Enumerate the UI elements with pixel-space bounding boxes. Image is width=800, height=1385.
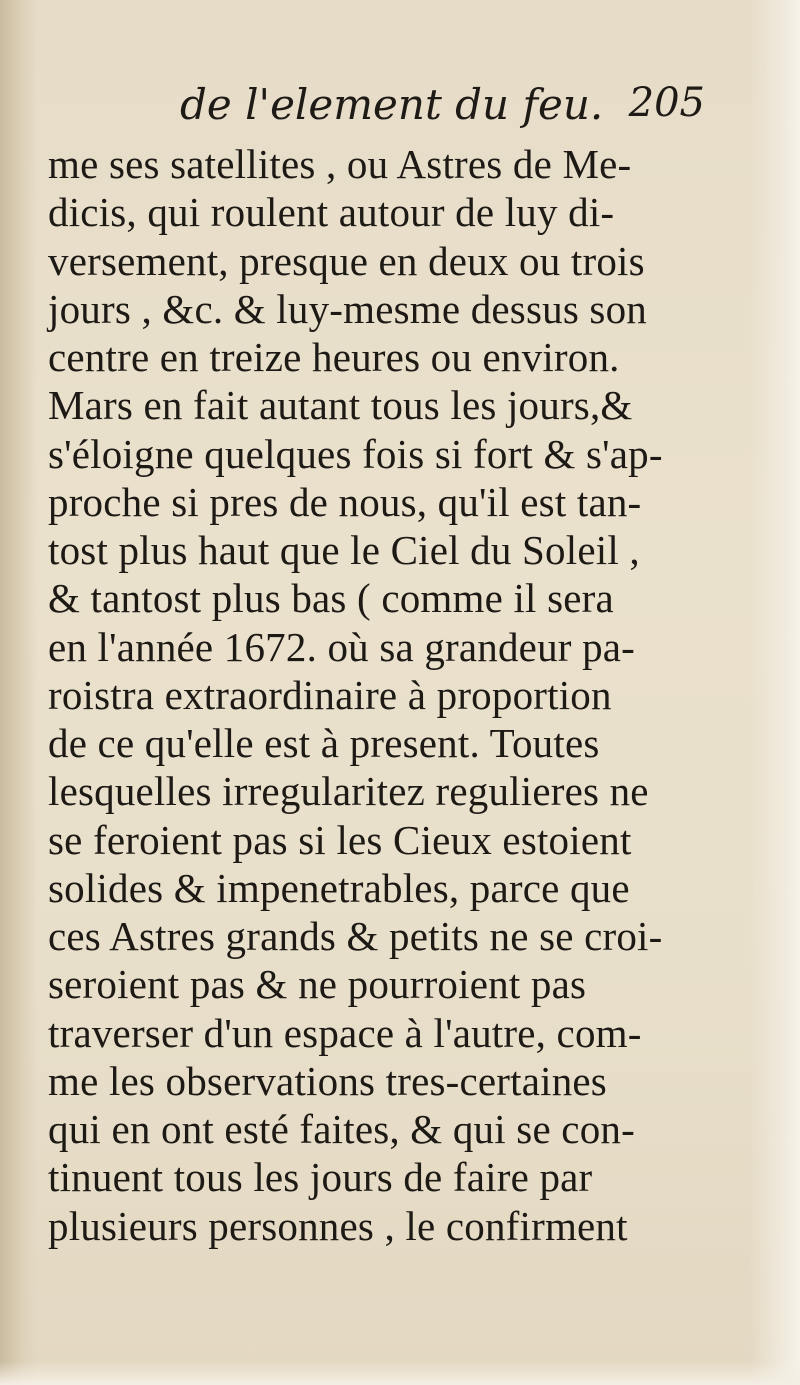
- text-line: seroient pas & ne pourroient pas: [48, 961, 587, 1008]
- text-line: me les observations tres-certaines: [48, 1057, 607, 1104]
- text-line: versement, presque en deux ou trois: [48, 237, 645, 284]
- text-line: en l'année 1672. où sa grandeur pa-: [48, 623, 636, 670]
- text-line: dicis, qui roulent autour de luy di-: [48, 189, 615, 236]
- page-edge-right: [750, 0, 800, 1385]
- text-line: tinuent tous les jours de faire par: [48, 1154, 593, 1201]
- text-line: qui en ont esté faites, & qui se con-: [48, 1106, 635, 1152]
- text-line: de ce qu'elle est à present. Toutes: [48, 720, 600, 766]
- text-line: me ses satellites , ou Astres de Me-: [48, 141, 632, 187]
- running-title: de l'element du feu.: [180, 80, 604, 129]
- page-edge-bottom: [0, 1361, 800, 1385]
- text-line: centre en treize heures ou environ.: [48, 334, 620, 380]
- text-line: solides & impenetrables, parce que: [48, 864, 630, 911]
- text-line: traverser d'un espace à l'autre, com-: [48, 1009, 642, 1056]
- text-line: proche si pres de nous, qu'il est tan-: [48, 478, 642, 525]
- body-text: [48, 140, 698, 1250]
- text-line: s'éloigne quelques fois si fort & s'ap-: [48, 430, 663, 477]
- page-number: 205: [628, 80, 705, 126]
- page-gutter-shadow: [0, 0, 38, 1385]
- text-line: Mars en fait autant tous les jours,&: [48, 382, 633, 429]
- text-line: plusieurs personnes , le confirment: [48, 1202, 628, 1249]
- text-line: roistra extraordinaire à proportion: [48, 671, 612, 718]
- text-line: se feroient pas si les Cieux estoient: [48, 816, 632, 863]
- text-line: ces Astres grands & petits ne se croi-: [48, 913, 663, 959]
- text-line: jours , &c. & luy-mesme dessus son: [48, 285, 647, 332]
- text-line: & tantost plus bas ( comme il sera: [48, 575, 614, 622]
- text-line: lesquelles irregularitez regulieres ne: [48, 768, 649, 815]
- page-header: [40, 80, 705, 140]
- text-line: tost plus haut que le Ciel du Soleil ,: [48, 527, 640, 573]
